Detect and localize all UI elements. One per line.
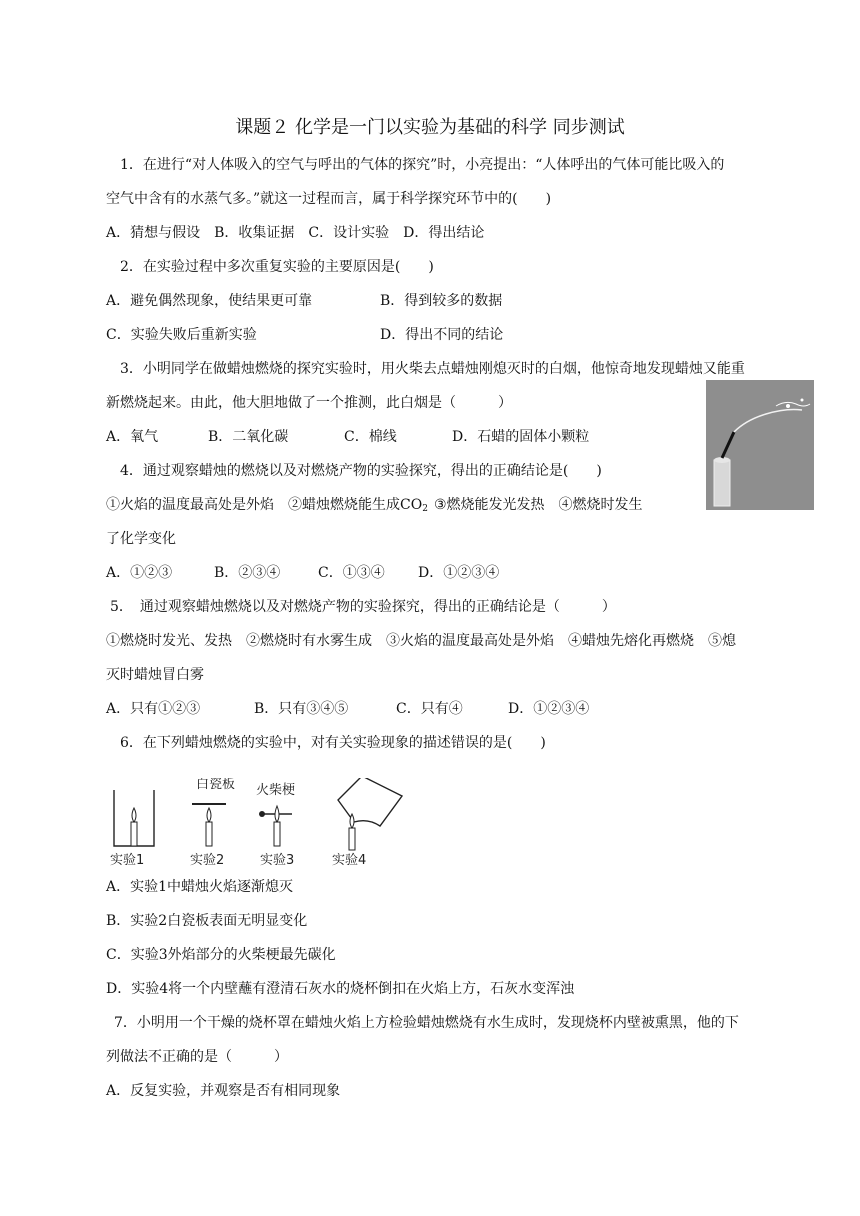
q4-statements-part2: ③燃烧能发光发热 ④燃烧时发生 [433,497,643,513]
q7-stem-line1: 7．小明用一个干燥的烧杯罩在蜡烛火焰上方检验蜡烛燃烧有水生成时，发现烧杯内壁被熏黑，他的下 [114,1015,739,1031]
q4-option-b: B．②③④ [214,565,281,581]
q7-stem-line2: 列做法不正确的是（ ） [106,1049,288,1065]
q4-statements-line3: 了化学变化 [106,531,176,547]
co2-subscript: 2 [422,504,428,514]
q3-stem-line2: 新燃烧起来。由此，他大胆地做了一个推测，此白烟是（ ） [106,395,512,411]
q5-stem: 5． 通过观察蜡烛燃烧以及对燃烧产物的实验探究，得出的正确结论是（ ） [110,599,616,615]
q6-option-c: C．实验3外焰部分的火柴梗最先碳化 [106,947,336,963]
q3-option-d: D．石蜡的固体小颗粒 [452,429,590,445]
experiment-1-label: 实验1 [110,853,145,868]
experiment-1-illustration [114,790,154,846]
q6-option-a: A．实验1中蜡烛火焰逐渐熄灭 [106,879,294,895]
q4-statements-part1: ①火焰的温度最高处是外焰 ②蜡烛燃烧能生成CO [106,497,423,513]
q2-option-d: D．得出不同的结论 [380,327,504,343]
q6-stem: 6．在下列蜡烛燃烧的实验中，对有关实验现象的描述错误的是( ) [120,735,546,751]
q7-option-a: A．反复实验，并观察是否有相同现象 [106,1083,341,1099]
q2-option-a: A．避免偶然现象，使结果更可靠 [106,293,313,309]
experiment-4-label: 实验4 [332,853,367,868]
matchstick-label: 火柴梗 [256,783,296,798]
q5-statements-line3: 灭时蜡烛冒白雾 [106,667,204,683]
q5-option-b: B．只有③④⑤ [254,701,349,717]
q5-option-c: C．只有④ [396,701,463,717]
q5-option-d: D．①②③④ [508,701,590,717]
q6-option-d: D．实验4将一个内壁蘸有澄清石灰水的烧杯倒扣在火焰上方，石灰水变浑浊 [106,981,575,997]
experiment-4-illustration [338,778,402,850]
q2-option-b: B．得到较多的数据 [380,293,503,309]
q2-option-c: C．实验失败后重新实验 [106,327,257,343]
q4-statements-line [106,495,643,519]
q1-stem-line2: 空气中含有的水蒸气多。”就这一过程而言，属于科学探究环节中的( ) [106,191,552,207]
white-plate-label: 白瓷板 [196,778,236,792]
candle-smoke-photo [706,380,814,510]
q4-stem: 4．通过观察蜡烛的燃烧以及对燃烧产物的实验探究，得出的正确结论是( ) [120,463,602,479]
q4-option-c: C．①③④ [318,565,385,581]
q3-stem-line1: 3．小明同学在做蜡烛燃烧的探究实验时，用火柴去点蜡烛刚熄灭时的白烟，他惊奇地发现蜡烛又能重 [120,361,745,377]
experiment-2-label: 实验2 [190,853,225,868]
q3-option-a: A．氧气 [106,429,159,445]
page-title: 课题２ 化学是一门以实验为基础的科学 同步测试 [235,117,625,138]
experiment-3-label: 实验3 [260,853,295,868]
q1-stem-line1: 1．在进行“对人体吸入的空气与呼出的气体的探究”时，小亮提出：“人体呼出的气体可能比吸入的 [120,157,725,173]
experiment-3-illustration [259,806,292,846]
q3-option-b: B．二氧化碳 [208,429,289,445]
q6-option-b: B．实验2白瓷板表面无明显变化 [106,913,308,929]
q3-option-c: C．棉线 [344,429,397,445]
q2-stem: 2．在实验过程中多次重复实验的主要原因是( ) [120,259,434,275]
q5-statements-line2: ①燃烧时发光、发热 ②燃烧时有水雾生成 ③火焰的温度最高处是外焰 ④蜡烛先熔化再燃烧 ⑤熄 [106,633,736,649]
q4-option-a: A．①②③ [106,565,173,581]
candle-experiments-figure [110,778,410,870]
q4-option-d: D．①②③④ [418,565,500,581]
experiment-2-illustration [192,804,226,846]
q5-option-a: A．只有①②③ [106,701,201,717]
q1-options: A．猜想与假设 B．收集证据 C．设计实验 D．得出结论 [106,225,485,241]
